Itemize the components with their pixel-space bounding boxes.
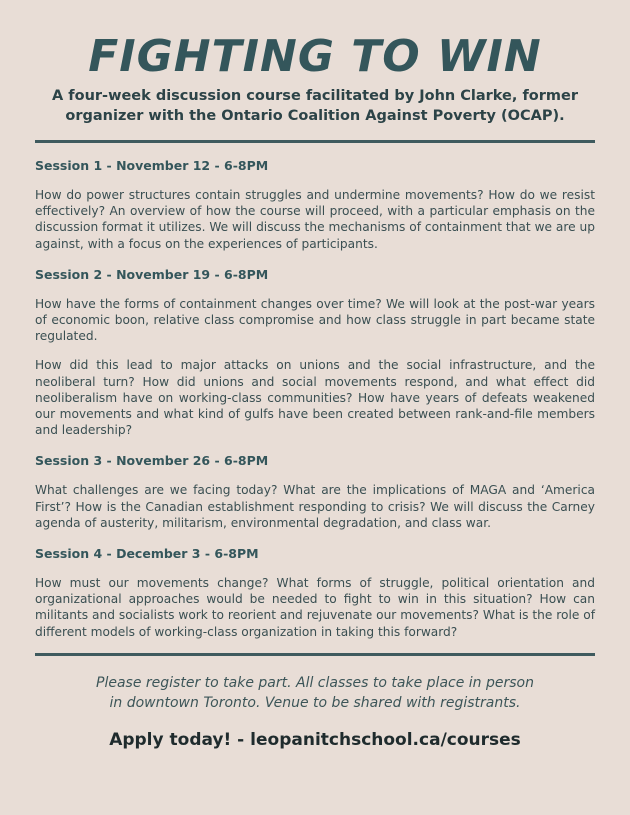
session-3-title: Session 3 - November 26 - 6-8PM [35, 453, 269, 469]
session-2-description-1: How have the forms of containment changes over time? We will look at the post-war years of economic boon, relative class compromise and how class struggle in part became state regulated. [35, 296, 595, 344]
session-4-title: Session 4 - December 3 - 6-8PM [35, 546, 259, 562]
session-1-description: How do power structures contain struggles and undermine movements? How do we resist effectively? An overview of how the course will proceed, with a particular emphasis on the discussion format it utilizes. We will discuss the mechanisms of containment that we are up against, with a focus on the experiences of participants. [35, 188, 595, 251]
registration-note [35, 673, 595, 713]
bottom-divider [35, 653, 595, 656]
subtitle-line-2: organizer with the Ontario Coalition Against Poverty (OCAP). [65, 108, 565, 124]
apply-link[interactable]: Apply today! - leopanitchschool.ca/courses [109, 729, 521, 750]
registration-line-1: Please register to take part. All classes to take place in person [96, 674, 534, 691]
session-1-title: Session 1 - November 12 - 6-8PM [35, 158, 269, 173]
page-title: FIGHTING TO WIN [88, 31, 542, 82]
subtitle [35, 86, 595, 126]
registration-line-2: in downtown Toronto. Venue to be shared with registrants. [109, 694, 521, 711]
session-3-description: What challenges are we facing today? What are the implications of MAGA and ‘America First’? How is the Canadian establishment responding to crisis? We will discuss the Carney agenda of austerity, militarism, environmental degradation, and class war. [35, 483, 595, 530]
session-2-description-2: How did this lead to major attacks on unions and the social infrastructure, and the neoliberal turn? How did unions and social movements respond, and what effect did neoliberalism have on working-class communities? How have years of defeats weakened our movements and what kind of gulfs have been created between rank-and-file members and leadership? [35, 358, 595, 438]
sessions-content [35, 143, 595, 640]
session-4-description: How must our movements change? What forms of struggle, political orientation and organizational approaches would be needed to fight to win in this situation? How can militants and socialists work to reorient and rejuvenate our movements? What is the role of different models of working-class organization in taking this forward? [35, 576, 595, 639]
session-2-title: Session 2 - November 19 - 6-8PM [35, 266, 269, 282]
subtitle-line-1: A four-week discussion course facilitated by John Clarke, former [52, 88, 578, 104]
